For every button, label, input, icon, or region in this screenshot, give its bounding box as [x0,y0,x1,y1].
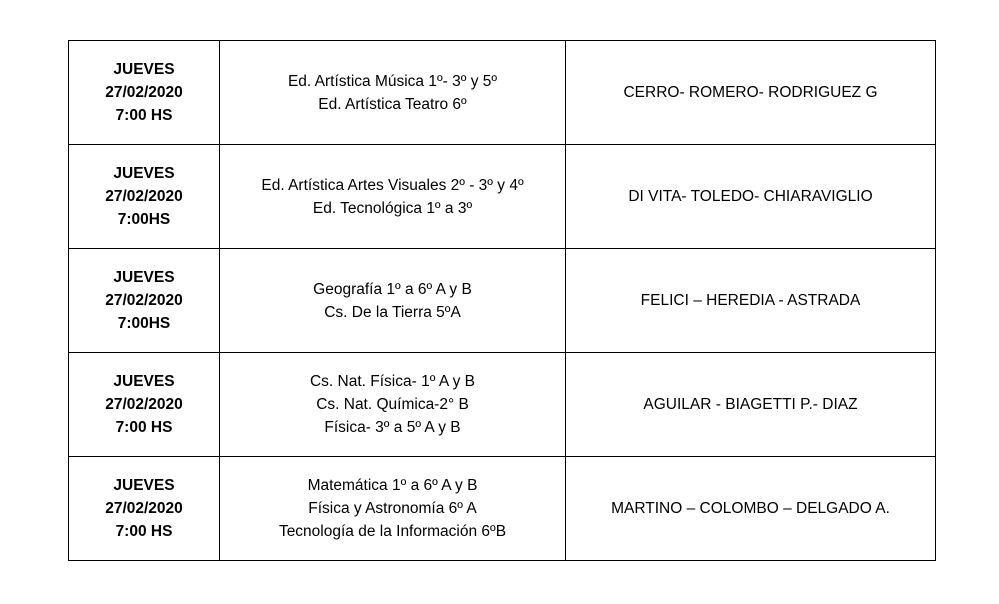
day-label: JUEVES [113,61,175,78]
table-row [69,249,936,353]
subject-line: Ed. Artística Artes Visuales 2º - 3º y 4º [261,176,524,194]
date-label: 27/02/2020 [105,292,183,309]
day-label: JUEVES [113,477,175,494]
table-row [69,457,936,561]
date-cell [69,249,220,353]
day-label: JUEVES [113,373,175,390]
subject-line: Cs. Nat. Química-2° B [316,396,469,413]
subject-line: Matemática 1º a 6º A y B [307,477,478,494]
teachers-cell: CERRO- ROMERO- RODRIGUEZ G [566,41,936,145]
table-row [69,145,936,249]
date-cell [69,457,220,561]
time-label: 7:00 HS [115,419,173,436]
subject-line: Ed. Tecnológica 1º a 3º [312,199,473,217]
date-cell [69,353,220,457]
time-label: 7:00HS [117,211,171,228]
subject-line: Geografía 1º a 6º A y B [313,280,472,298]
time-label: 7:00 HS [115,523,173,540]
subjects-cell [220,353,566,457]
date-label: 27/02/2020 [105,396,183,413]
subject-line: Ed. Artística Música 1º- 3º y 5º [287,72,498,90]
subject-line: Cs. De la Tierra 5ºA [324,303,461,321]
subject-line: Tecnología de la Información 6ºB [278,523,507,540]
day-label: JUEVES [113,269,175,286]
table-row [69,353,936,457]
date-cell [69,41,220,145]
subjects-cell [220,249,566,353]
subject-line: Cs. Nat. Física- 1º A y B [309,373,475,390]
time-label: 7:00 HS [115,107,173,124]
teachers-cell: FELICI – HEREDIA - ASTRADA [566,249,936,353]
time-label: 7:00HS [117,315,171,332]
date-label: 27/02/2020 [105,188,183,205]
day-label: JUEVES [113,165,175,182]
subject-line: Ed. Artística Teatro 6º [318,95,467,113]
exam-schedule-table [68,40,936,561]
teachers-cell: MARTINO – COLOMBO – DELGADO A. [566,457,936,561]
subjects-cell [220,457,566,561]
teachers-cell: DI VITA- TOLEDO- CHIARAVIGLIO [566,145,936,249]
subject-line: Física- 3º a 5º A y B [324,419,461,436]
date-label: 27/02/2020 [105,84,183,101]
subject-line: Física y Astronomía 6º A [308,500,477,517]
subjects-cell [220,41,566,145]
date-cell [69,145,220,249]
teachers-cell: AGUILAR - BIAGETTI P.- DIAZ [566,353,936,457]
table-row [69,41,936,145]
date-label: 27/02/2020 [105,500,183,517]
subjects-cell [220,145,566,249]
